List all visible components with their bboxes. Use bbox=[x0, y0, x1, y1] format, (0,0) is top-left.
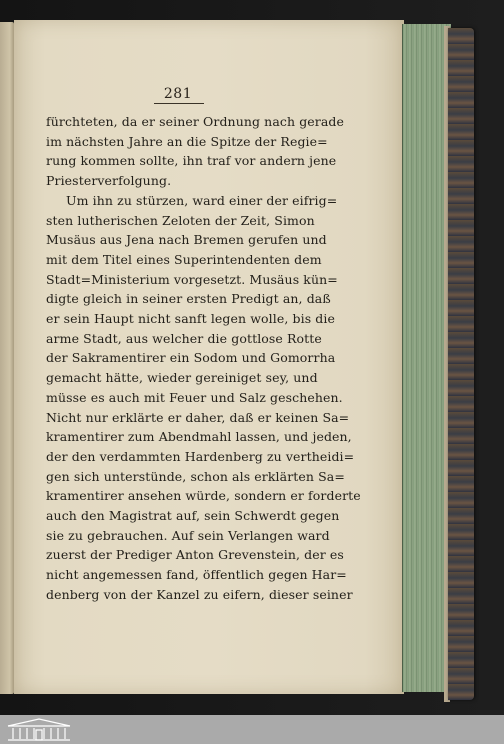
text-line: rung kommen sollte, ihn traf vor andern jene bbox=[46, 153, 337, 169]
body-text bbox=[46, 112, 361, 605]
text-line: arme Stadt, aus welcher die gottlose Rotte bbox=[46, 330, 322, 346]
text-line: denberg von der Kanzel zu eifern, dieser seiner bbox=[46, 586, 353, 602]
text-line: Musäus aus Jena nach Bremen gerufen und bbox=[46, 232, 327, 248]
text-line: er sein Haupt nicht sanft legen wolle, bis die bbox=[46, 311, 335, 327]
text-line: kramentirer ansehen würde, sondern er forderte bbox=[46, 488, 361, 504]
text-line: zuerst der Prediger Anton Grevenstein, der es bbox=[46, 547, 344, 563]
page-number: 281 bbox=[163, 86, 193, 102]
text-line: Stadt=Ministerium vorgesetzt. Musäus kün= bbox=[46, 271, 338, 287]
library-building-icon bbox=[4, 716, 74, 742]
text-line: Um ihn zu stürzen, ward einer der eifrig= bbox=[66, 192, 338, 208]
text-line: der Sakramentirer ein Sodom und Gomorrha bbox=[46, 350, 336, 366]
text-line: Nicht nur erklärte er daher, daß er keinen Sa= bbox=[46, 409, 350, 425]
text-line: digte gleich in seiner ersten Predigt an, daß bbox=[46, 291, 331, 307]
text-line: sten lutherischen Zeloten der Zeit, Simon bbox=[46, 212, 315, 228]
viewer-footer-bar bbox=[0, 715, 504, 744]
text-line: sie zu gebrauchen. Auf sein Verlangen ward bbox=[46, 527, 330, 543]
facing-page-edge bbox=[0, 22, 14, 694]
text-line: müsse es auch mit Feuer und Salz geschehen. bbox=[46, 389, 343, 405]
text-line: der den verdammten Hardenberg zu vertheidi= bbox=[46, 448, 355, 464]
text-line: nicht angemessen fand, öffentlich gegen Har= bbox=[46, 567, 347, 583]
text-line: fürchteten, da er seiner Ordnung nach gerade bbox=[46, 114, 345, 129]
text-line: auch den Magistrat auf, sein Schwerdt gegen bbox=[46, 508, 340, 524]
text-line: im nächsten Jahre an die Spitze der Regie= bbox=[46, 133, 328, 149]
marbled-cover bbox=[448, 28, 474, 700]
text-line: Priesterverfolgung. bbox=[46, 173, 172, 189]
text-line: gemacht hätte, wieder gereiniget sey, und bbox=[46, 370, 318, 386]
text-line: kramentirer zum Abendmahl lassen, und jeden, bbox=[46, 429, 352, 445]
text-line: gen sich unterstünde, schon als erklärten Sa= bbox=[46, 468, 345, 484]
page-number-rule bbox=[154, 103, 204, 104]
text-line: mit dem Titel eines Superintendenten dem bbox=[46, 251, 322, 267]
